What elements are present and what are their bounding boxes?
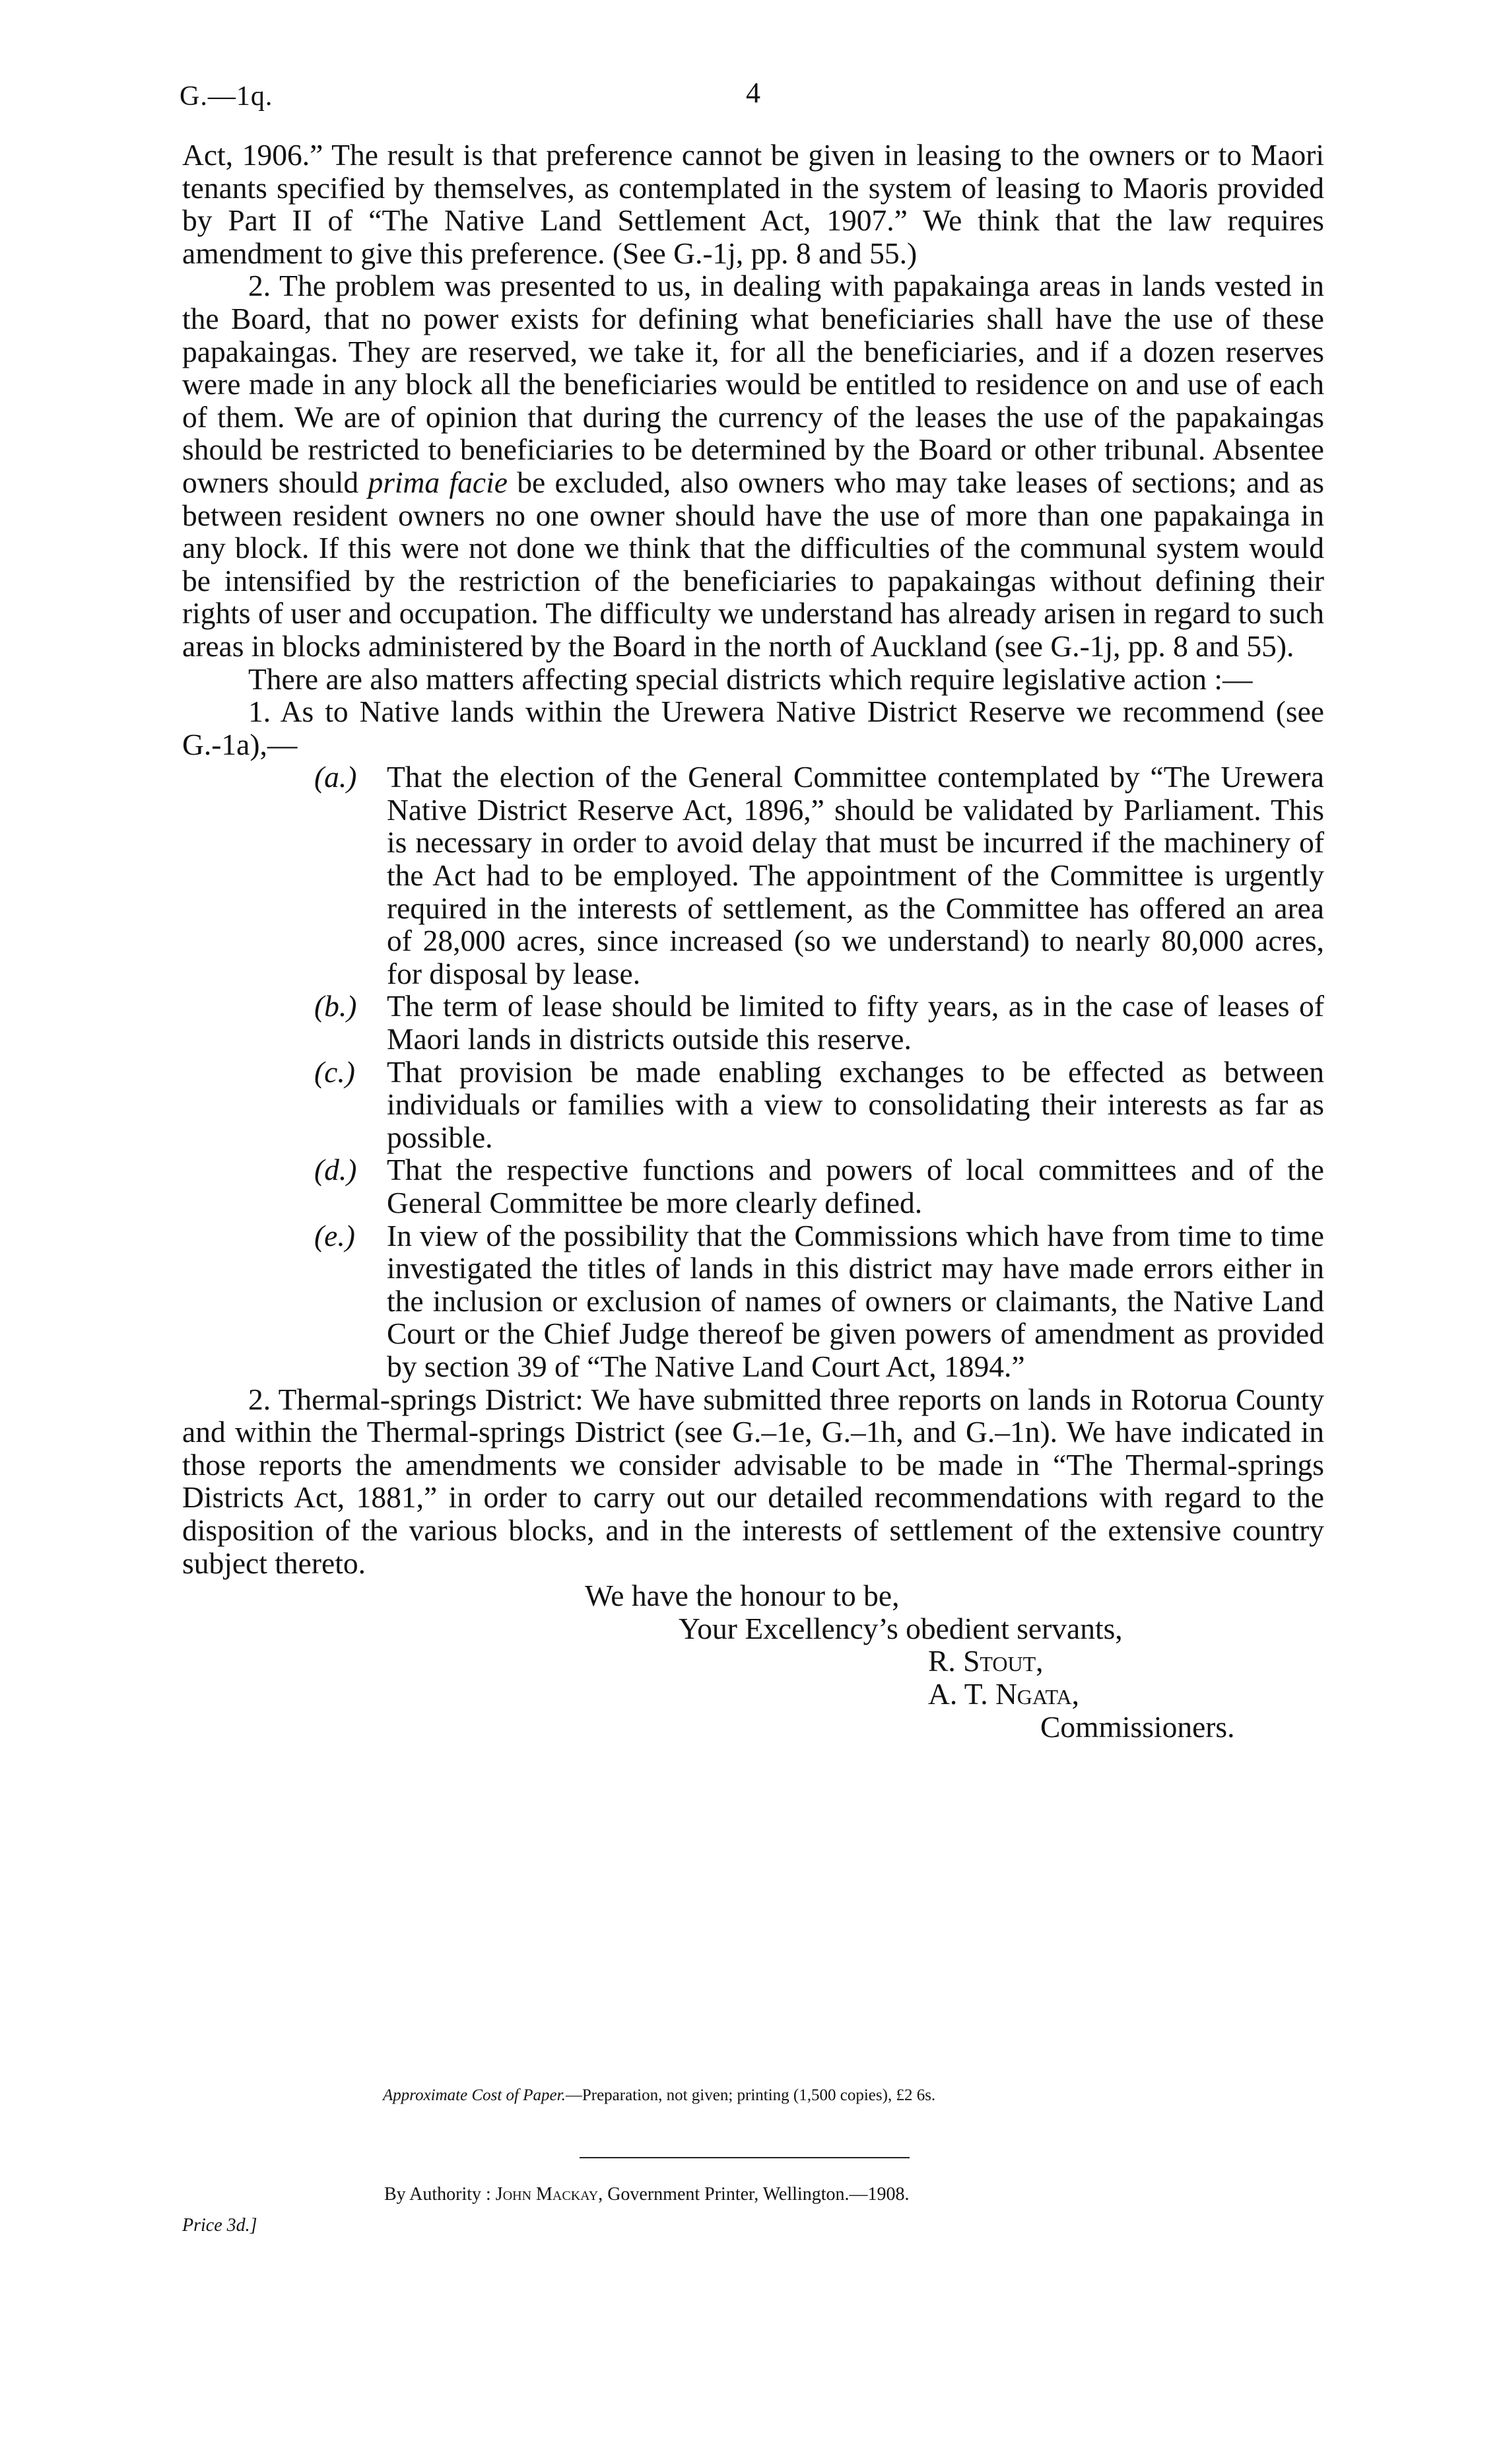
list-item-label: (d.) — [314, 1153, 357, 1187]
list-item-label: (c.) — [314, 1054, 355, 1089]
paragraph-3: There are also matters affecting special districts which require legislative action :— — [248, 662, 1253, 696]
closing-block — [182, 1579, 1324, 1743]
report-body — [182, 139, 1324, 1743]
authority-suffix: Government Printer, Wellington.—1908. — [607, 2184, 910, 2205]
list-item-text: That the respective functions and powers of local committees and of the General Committee be more clearly defined. — [387, 1153, 1324, 1219]
footer-divider — [580, 2157, 910, 2158]
list-item-text: In view of the possibility that the Commissions which have from time to time investigated the titles of lands in this district may have made errors either in the inclusion or exclusion of names of owners or claimants, the Native Land Court or the Chief Judge thereof be given powers of amendment as provided by section 39 of “The Native Land Court Act, 1894.” — [387, 1218, 1324, 1383]
paragraph-1: Act, 1906.” The result is that preference cannot be given in leasing to the owners or to Maori tenants specified by themselves, as contemplated in the system of leasing to Maoris provided by Part II of “The Native Land Settlement Act, 1907.” We think that the law requires amendment to give this preference. (See G.-1j, pp. 8 and 55.) — [182, 138, 1324, 270]
paragraph-4: 1. As to Native lands within the Urewera Native District Reserve we recommend (see G.-1a),— — [182, 695, 1324, 761]
authority-prefix: By Authority : — [384, 2184, 491, 2205]
list-item-label: (e.) — [314, 1218, 355, 1252]
list-item-text: That provision be made enabling exchanges to be effected as between individuals or families with a view to consolidating their interests as far as possible. — [387, 1054, 1324, 1154]
recommendation-list — [314, 761, 1324, 1383]
printer-name: John Mackay, — [495, 2184, 603, 2205]
paragraph-2-part-b: be excluded, also owners who may take leases of sections; and as between resident owners no one owner should have the use of more than one papakainga in any block. If this were not done we think that the difficulties of the communal system would be intensified by the restriction of the beneficiaries to papakaingas without defining their rights of user and occupation. The difficulty we understand has already arisen in regard to such areas in blocks administered by the Board in the north of Auckland (see G.-1j, pp. 8 and 55). — [182, 465, 1325, 663]
paragraph-2 — [182, 269, 1324, 662]
closing-line-1: We have the honour to be, — [585, 1579, 900, 1613]
cost-label: Approximate Cost of Paper. — [383, 2086, 566, 2104]
list-item-label: (b.) — [314, 989, 357, 1023]
price-note: Price 3d.] — [182, 2215, 257, 2236]
document-reference: G.—1q. — [180, 81, 273, 112]
list-item — [314, 1153, 1324, 1219]
page-number: 4 — [746, 77, 760, 109]
printer-authority — [384, 2184, 909, 2205]
signer-role: Commissioners. — [1040, 1709, 1235, 1744]
list-item-text: The term of lease should be limited to fifty years, as in the case of leases of Maori lands in districts outside this reserve. — [387, 989, 1324, 1056]
signer-stout: R. Stout, — [928, 1644, 1044, 1678]
closing-line-2: Your Excellency’s obedient servants, — [679, 1611, 1123, 1645]
paragraph-2-part-a: 2. The problem was presented to us, in dealing with papakainga areas in lands vested in the Board, that no power exists for defining what beneficiaries shall have the use of these papakaingas. They are reserved, we take it, for all the beneficiaries, and if a dozen reserves were made in any block all the beneficiaries would be entitled to residence on and use of each of them. We are of opinion that during the currency of the leases the use of the papakaingas should be restricted to beneficiaries to be determined by the Board or other tribunal. Absentee owners should — [182, 269, 1324, 499]
signer-ngata: A. T. Ngata, — [928, 1676, 1079, 1711]
cost-text: —Preparation, not given; printing (1,500 copies), £2 6s. — [565, 2086, 936, 2104]
list-item-text: That the election of the General Committee contemplated by “The Urewera Native District Reserve Act, 1896,” should be validated by Parliament. This is necessary in order to avoid delay that must be incurred if the machinery of the Act had to be employed. The appointment of the Committee is urgently required in the interests of settlement, as the Committee has offered an area of 28,000 acres, since increased (so we understand) to nearly 80,000 acres, for disposal by lease. — [387, 760, 1324, 990]
list-item — [314, 761, 1324, 990]
list-item — [314, 1219, 1324, 1383]
paragraph-5: 2. Thermal-springs District: We have submitted three reports on lands in Rotorua County and within the Thermal-springs District (see G.–1e, G.–1h, and G.–1n). We have indicated in those reports the amendments we consider advisable to be made in “The Thermal-springs Districts Act, 1881,” in order to carry out our detailed recommendations with regard to the disposition of the various blocks, and in the interests of settlement of the extensive country subject thereto. — [182, 1382, 1324, 1580]
list-item — [314, 990, 1324, 1055]
paragraph-2-italic: prima facie — [368, 465, 508, 499]
list-item-label: (a.) — [314, 760, 357, 794]
cost-of-paper-note — [383, 2086, 935, 2105]
list-item — [314, 1056, 1324, 1154]
